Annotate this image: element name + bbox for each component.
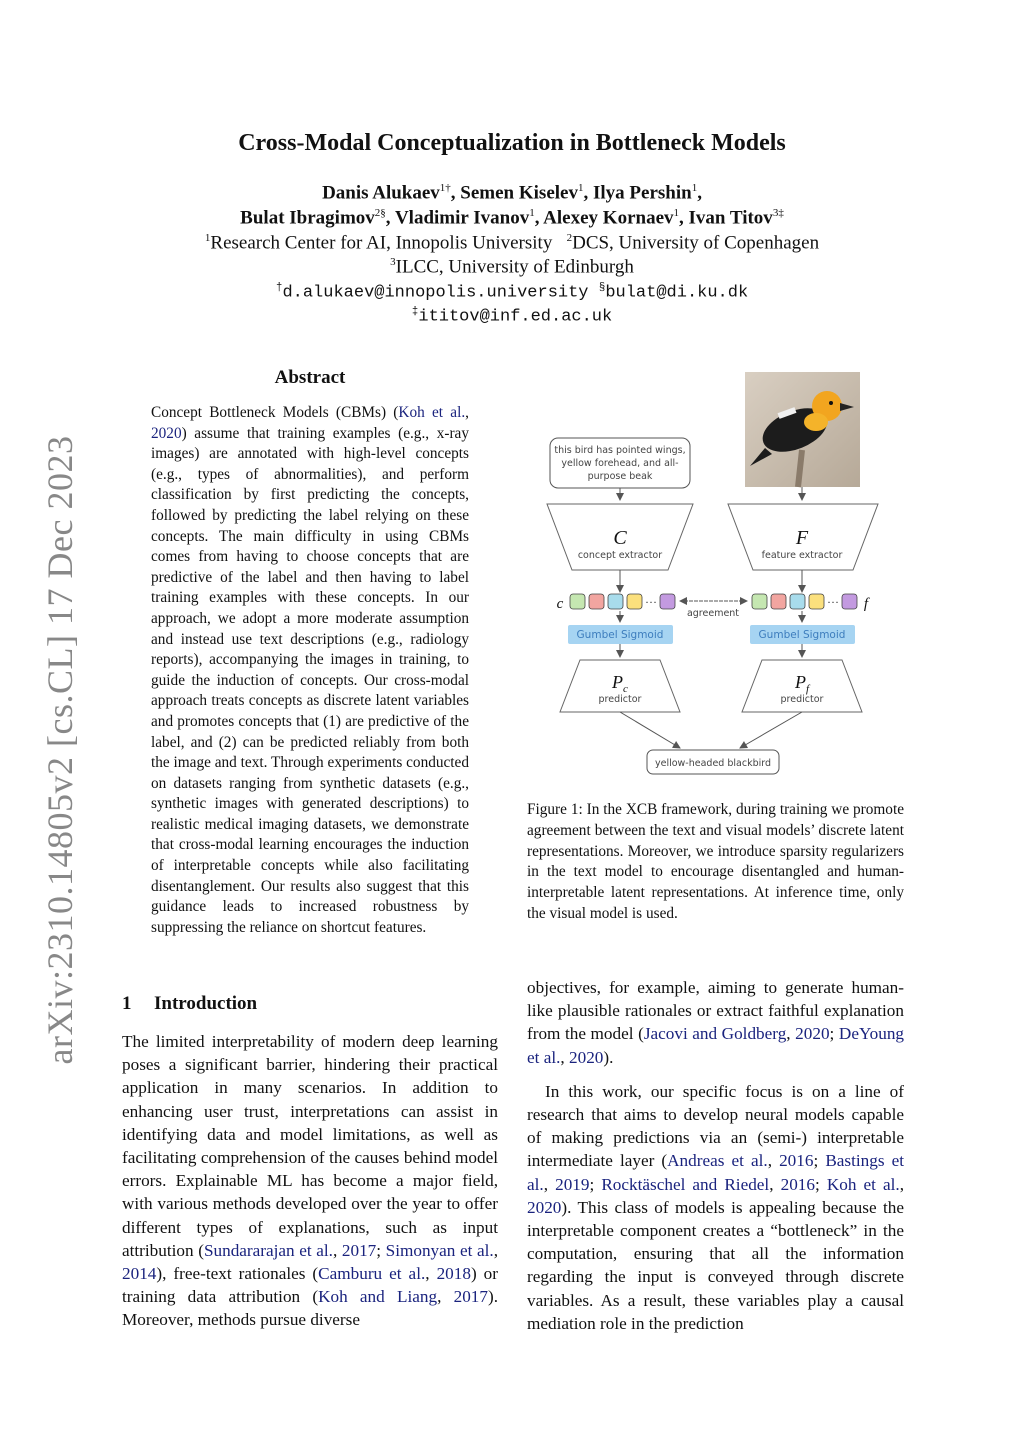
predictor-pc: [560, 660, 680, 712]
text-input-line: yellow forehead, and all-: [561, 458, 679, 469]
feature-symbol: F: [795, 527, 809, 549]
email-address[interactable]: d.alukaev@innopolis.university: [282, 283, 589, 303]
author-affil-mark: 3‡: [772, 207, 784, 219]
bird-photo: [745, 372, 860, 487]
citation-link[interactable]: 2020: [527, 1197, 562, 1217]
citation-link[interactable]: 2016: [779, 1151, 814, 1171]
gumbel-label: Gumbel Sigmoid: [576, 629, 664, 641]
affil-mark: 3: [390, 256, 396, 268]
concept-extractor: [547, 504, 693, 570]
citation-link[interactable]: 2020: [569, 1047, 604, 1067]
email-line-1: [0, 282, 1024, 303]
author-name: Bulat Ibragimov: [240, 207, 375, 229]
affil-mark: 1: [204, 232, 211, 244]
paragraph: In this work, our specific focus is on a line of research that aims to develop neural models capable of making predictions via an (semi-) interpretable intermediate layer (Andreas et al., 2016; Bastings et al., 2019; Rocktäschel and Riedel, 2016; Koh et al., 2020). This class of models is appealing because the interpretable component creates a “bottleneck” in the computation, ensuring that all the information regarding the input is conveyed through discrete variables. As a result, these variables play a causal mediation role in the prediction: [527, 1081, 905, 1333]
paragraph: objectives, for example, aiming to generate human-like plausible rationales or extract faithful explanation from the model (Jacovi and Goldberg, 2020; DeYoung et al., 2020).: [527, 978, 905, 1067]
section-heading-introduction: 1 Introduction: [122, 993, 258, 1014]
figure-xcb-framework: [540, 370, 890, 780]
pf-subscript: f: [805, 683, 810, 695]
feature-extractor-label: feature extractor: [761, 550, 843, 561]
gumbel-label: Gumbel Sigmoid: [758, 629, 846, 641]
affiliation-text: Research Center for AI, Innopolis University: [210, 232, 553, 254]
email-mark: †: [275, 282, 283, 294]
predictor-pf: [742, 660, 862, 712]
email-address[interactable]: ititov@inf.ed.ac.uk: [418, 307, 613, 327]
citation-link[interactable]: Koh and Liang: [318, 1287, 438, 1307]
author-affil-mark: 1: [673, 207, 679, 219]
arxiv-identifier: arXiv:2310.14805v2 [cs.CL] 17 Dec 2023: [40, 435, 80, 1065]
email-address[interactable]: bulat@di.ku.dk: [605, 283, 749, 303]
concept-symbol: C: [613, 527, 627, 549]
pf-symbol: P: [794, 672, 806, 692]
gumbel-sigmoid-left: [568, 625, 673, 644]
agreement-link: [680, 601, 747, 619]
email-line-2: [0, 306, 1024, 327]
output-label: yellow-headed blackbird: [654, 758, 772, 769]
text-input-line: this bird has pointed wings,: [554, 445, 686, 456]
ellipsis: ···: [827, 595, 839, 609]
citation-link[interactable]: Bastings et al.: [527, 1151, 905, 1194]
author-name: Semen Kiselev: [460, 182, 578, 204]
text-description-box: [550, 438, 690, 488]
citation-link[interactable]: 2018: [436, 1264, 471, 1284]
author-affil-mark: 2§: [374, 207, 386, 219]
author-name: Ilya Pershin: [592, 182, 692, 204]
author-line-2: Bulat Ibragimov$^{2\S}$, Vladimir Ivanov$^1$, Alexey Kornaev$^1$, Ivan Titov$^{3\ddagger}$: [240, 207, 784, 229]
predictor-label: predictor: [598, 694, 642, 705]
email-mark: §: [598, 282, 606, 294]
citation-link[interactable]: Andreas et al.: [667, 1151, 768, 1171]
affil-mark: 2: [566, 232, 573, 244]
figure-caption: Figure 1: In the XCB framework, during training we promote agreement between the text and visual models’ discrete latent representations. Moreover, we introduce sparsity regularizers in the text model to encourage disentangled and human-interpretable latent representations. At inference time, only the visual model is used.: [527, 801, 904, 922]
author-affil-mark: 1†: [439, 182, 451, 194]
citation-link[interactable]: 2020: [151, 424, 182, 442]
citation-link[interactable]: Camburu et al.: [318, 1264, 426, 1284]
citation-link[interactable]: DeYoung et al.: [527, 1024, 905, 1067]
affiliation-text: DCS, University of Copenhagen: [572, 232, 820, 254]
author-affil-mark: 1: [577, 182, 584, 194]
citation-link[interactable]: Jacovi and Goldberg: [643, 1024, 787, 1044]
output-label-box: [647, 750, 779, 774]
affiliation-line-2: [0, 256, 1024, 278]
abstract-text: Concept Bottleneck Models (CBMs) (Koh et al., 2020) assume that training examples (e.g., x-ray images) are annotated with high-level concepts (e.g., types of abnormalities), and perform classification by first predicting the concepts, followed by predicting the label relying on these concepts. The main difficulty in using CBMs comes from having to choose concepts that are predictive of the label and then having to label training examples with these concepts. In our approach, we adopt a more moderate assumption and instead use text descriptions (e.g., radiology reports), accompanying the images in training, to guide the induction of concepts. Our cross-modal approach treats concepts as discrete latent variables and promotes concepts that (1) are predictive of the label, and (2) can be predicted reliably from both the image and text. Through experiments conducted on datasets ranging from synthetic datasets (e.g., synthetic images with generated descriptions) to realistic medical imaging datasets, we demonstrate that cross-modal learning encourages the induction of interpretable concepts while also facilitating disentanglement. Our results also suggest that this guidance leads to increased robustness by suppressing the reliance on shortcut features.: [151, 404, 469, 936]
citation-link[interactable]: Rocktäschel and Riedel: [601, 1174, 770, 1194]
citation-link[interactable]: Simonyan et al.: [385, 1240, 494, 1260]
c-label: c: [556, 596, 564, 612]
introduction-text: The limited interpretability of modern deep learning poses a significant barrier, hindering their practical application in many scenarios. In addition to enhancing user trust, interpretations can assist in identifying data and model limitations, as well as facilitating comprehension of the causes behind model errors. Explainable ML has become a major field, with various methods developed over the year to offer different types of explanations, such as input attribution (Sundararajan et al., 2017; Simonyan et al., 2014), free-text rationales (Camburu et al., 2018) or training data attribution (Koh and Liang, 2017). Moreover, methods pursue diverse: [122, 1032, 499, 1330]
email-mark: ‡: [411, 306, 419, 318]
f-label: f: [863, 596, 869, 612]
citation-link[interactable]: 2019: [555, 1174, 590, 1194]
gumbel-sigmoid-right: [750, 625, 855, 644]
author-name: Vladimir Ivanov: [394, 207, 530, 229]
abstract-heading: Abstract: [274, 367, 346, 388]
concept-vector-c: [557, 594, 675, 612]
concept-extractor-label: concept extractor: [577, 550, 663, 561]
citation-link[interactable]: 2016: [780, 1174, 815, 1194]
affiliation-line-1: [0, 232, 1024, 254]
agreement-label: agreement: [686, 608, 740, 619]
citation-link[interactable]: Koh et al.: [826, 1174, 900, 1194]
author-name: Danis Alukaev: [322, 182, 440, 204]
author-affil-mark: 1: [529, 207, 535, 219]
author-affil-mark: 1: [691, 182, 698, 194]
citation-link[interactable]: 2014: [122, 1264, 157, 1284]
author-name: Ivan Titov: [688, 207, 773, 229]
citation-link[interactable]: 2017: [341, 1240, 377, 1260]
author-line-1: Danis Alukaev$^{1\dagger}$, Semen Kiselev$^1$, Ilya Pershin$^1$,: [322, 182, 702, 204]
author-name: Alexey Kornaev: [543, 207, 674, 229]
predictor-label: predictor: [780, 694, 824, 705]
pc-symbol: P: [612, 672, 624, 692]
citation-link[interactable]: 2017: [453, 1287, 488, 1307]
text-input-line: purpose beak: [587, 471, 653, 482]
ellipsis: ···: [645, 595, 657, 609]
citation-link[interactable]: Koh et al.: [398, 404, 466, 421]
feature-extractor: [728, 504, 878, 570]
citation-link[interactable]: Sundararajan et al.: [203, 1240, 333, 1260]
paper-title: Cross-Modal Conceptualization in Bottleneck Models: [238, 130, 786, 156]
pc-subscript: c: [623, 683, 628, 695]
affiliation-text: ILCC, University of Edinburgh: [395, 256, 634, 278]
citation-link[interactable]: 2020: [795, 1024, 830, 1044]
feature-vector-f: [752, 594, 870, 612]
right-column-text: [527, 976, 904, 1335]
